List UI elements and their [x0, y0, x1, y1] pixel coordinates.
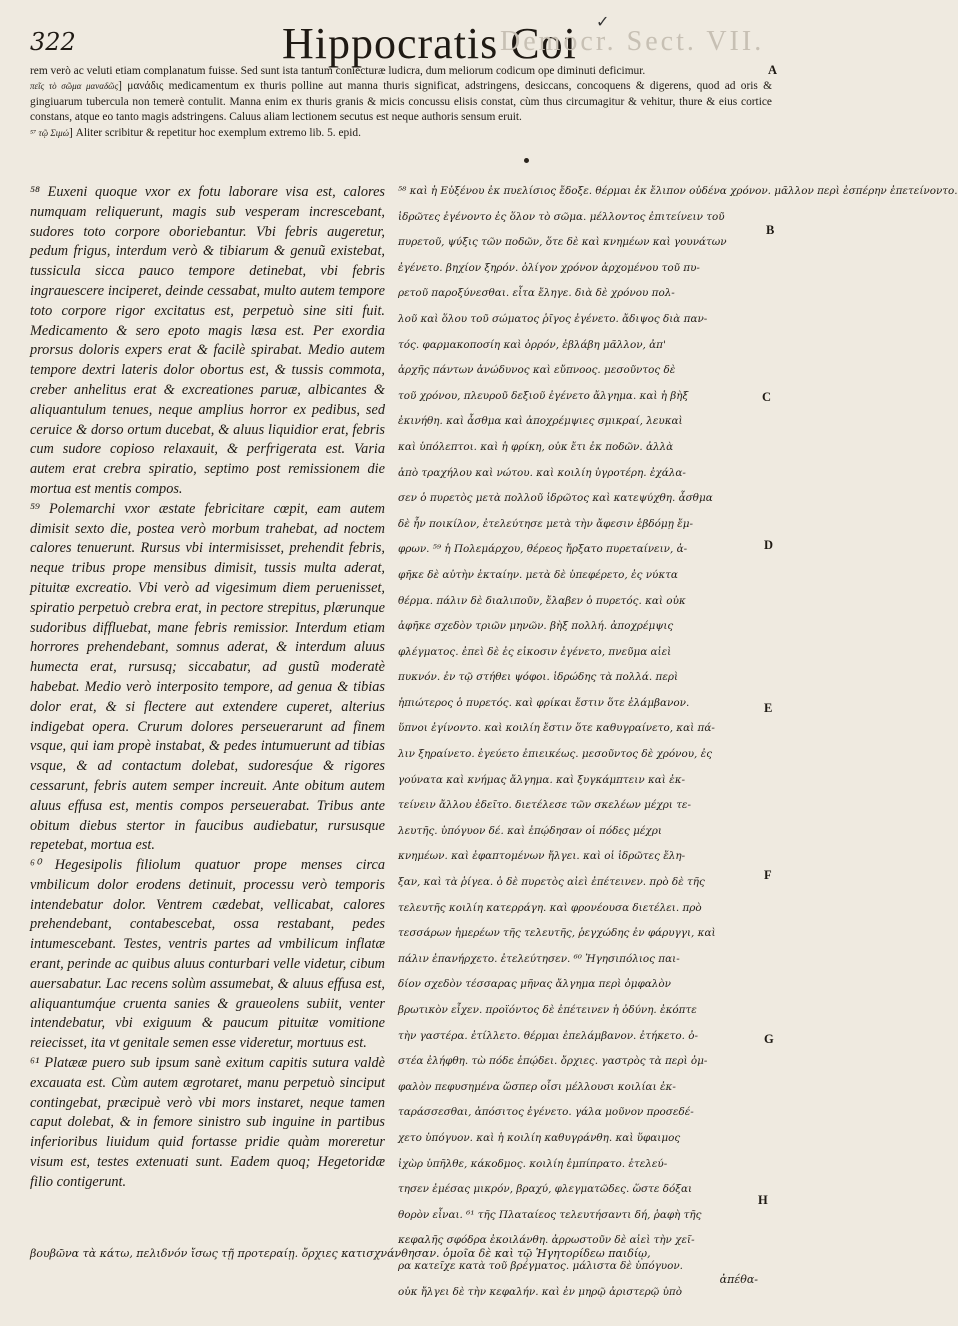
note-text: rem verò ac veluti etiam complanatum fuisse. Sed sunt ista tantum coniecturæ ludicra, dum meliorum codicum ope diminuti deficimur. [30, 65, 646, 77]
note-text: ] Aliter scribitur & repetitur hoc exemplum extremo lib. 5. epid. [68, 126, 361, 139]
page-number: 322 [30, 28, 76, 56]
greek-line: οὐκ ἤλγει δὲ τὴν κεφαλήν. καὶ ἐν μηρῷ ἀριστερῷ ὑπὸ [398, 1285, 682, 1298]
greek-line: θορὸν εἶναι. ⁶¹ τῆς Πλαταίεος τελευτήσαντι δή, ῥαφὴ τῆς [398, 1208, 702, 1221]
margin-letter-f: F [764, 868, 772, 882]
greek-line: ρα κατεῖχε κατὰ τοῦ βρέγματος. μάλιστα δὲ ὑπόγυον. [398, 1259, 683, 1272]
margin-letter-g: G [764, 1032, 774, 1046]
greek-line: λιν ξηραίνετο. ἐγεύετο ἐπιεικέως. μεσοῦντος δὲ χρόνου, ἐς [398, 748, 713, 761]
greek-line: βρωτικὸν εἶχεν. προϊόντος δὲ ἐπέτεινεν ἡ ὀδύνη. ἐκόπτε [398, 1004, 697, 1016]
note-paragraph [30, 126, 772, 141]
bleed-through-text: Democr. Sect. VII. [500, 26, 765, 57]
margin-letter-b: B [766, 223, 775, 237]
note-paragraph [30, 64, 772, 79]
greek-line: ἱδρῶτες ἐγένοντο ἐς ὅλον τὸ σῶμα. μέλλοντος ἐπιτείνειν τοῦ [398, 210, 725, 223]
greek-line: ἀρχῆς πάντων ἀνώδυνος καὶ εὔπνοος. μεσοῦντος δὲ [398, 364, 676, 377]
page-header [30, 12, 780, 68]
greek-line: δὲ ἦν ποικίλον, ἐτελεύτησε μετὰ τὴν ἄφεσιν ἑβδόμῃ ἔμ- [398, 517, 693, 530]
greek-continuation [30, 1241, 772, 1293]
greek-line: κεφαλῆς σφόδρα ἐκοιλάνθη. ἀρρωστοῦν δὲ αἰεὶ τὴν χεῖ- [398, 1234, 695, 1247]
greek-line: πάλιν ἐπανήρχετο. ἐτελεύτησεν. ⁶⁰ Ἡγησιπόλιος παι- [398, 952, 680, 965]
greek-line: χετο ὑπόγυον. καὶ ἡ κοιλίη καθυγράνθη. καὶ ὕφαιμος [398, 1131, 681, 1144]
greek-line: τοῦ χρόνου, πλευροῦ δεξιοῦ ἐγένετο ἄλγημα. καὶ ἡ βὴξ [398, 389, 689, 402]
greek-line: ξαν, καὶ τὰ ῥίγεα. ὁ δὲ πυρετὸς αἰεὶ ἐπέτεινεν. πρὸ δὲ τῆς [398, 876, 705, 889]
margin-letter-h: H [758, 1193, 768, 1207]
margin-letter-a: A [768, 63, 778, 77]
pen-mark: ✓ [596, 12, 610, 31]
greek-line: τείνειν ἄλλου ἐδεῖτο. διετέλεσε τῶν σκελέων μέχρι τε- [398, 799, 692, 812]
greek-line: τὴν γαστέρα. ἐτίλλετο. θέρμαι ἐπελάμβανον. ἐτήκετο. ὀ- [398, 1029, 698, 1042]
note-lemma: πεῖς τὸ σῶμα μαναδῶς [30, 81, 119, 92]
greek-line: ⁵⁸ καὶ ἡ Εὐξένου ἐκ πυελίσιος ἔδοξε. θέρμαι ἐκ ἔλιπον οὐδένα χρόνον. μᾶλλον περὶ ἑσπέρην ἐπετείνοντο. [398, 185, 958, 197]
greek-line: πυρετοῦ, ψύξις τῶν ποδῶν, ὅτε δὲ καὶ κνημέων καὶ γουνάτων [398, 236, 727, 249]
note-lemma: ⁵⁷ τῷ Σιμώ [30, 127, 69, 138]
greek-line: σεν ὁ πυρετὸς μετὰ πολλοῦ ἱδρῶτος καὶ κατεψύχθη. ἆσθμα [398, 492, 713, 505]
greek-line: λοῦ καὶ ὅλου τοῦ σώματος ῥῖγος ἐγένετο. ἄδιψος διὰ παν- [398, 312, 708, 325]
greek-line: θέρμα. πάλιν δὲ διαλιποῦν, ἔλαβεν ὁ πυρετός. καὶ οὐκ [398, 594, 686, 607]
greek-line: φλέγματος. ἐπεὶ δὲ ἐς εἰκοσιν ἐγένετο, πνεῦμα αἰεὶ [398, 645, 672, 658]
greek-line: ἐκινήθη. καὶ ἆσθμα καὶ ἀποχρέμψιες σμικραί, λευκαὶ [398, 415, 683, 428]
margin-letter-c: C [762, 390, 772, 404]
latin-column [30, 183, 385, 1193]
greek-line: φῆκε δὲ αὐτὴν ἑκταίην. μετὰ δὲ ὑπεφέρετο, ἐς νύκτα [398, 568, 678, 581]
margin-letter-d: D [764, 538, 774, 552]
greek-line: τελευτῆς κοιλίη κατερράγη. καὶ φρονέουσα διετέλει. πρὸ [398, 901, 702, 914]
note-text: ] μανάδις medicamentum ex thuris polline aut manna thuris significat, adstringens, desiccans, concoquens & digerens, quod ad oris & gingiuarum tubercula non temerè contulit. Manna enim ex thuris granis & micis concussu elisis constat, cùm thus circumagitur & vehitur, thure & eius cortice constans, atque eo tanto magis adstringens. Caluus aliam lectionem secutus est neque authoris sensum eruit. [30, 80, 772, 124]
latin-paragraph: ⁶¹ Platææ puero sub ipsum sanè exitum capitis sutura valdè excauata est. Cùm autem ægrotaret, manu perpetuò sinciput contingebat, præcipuè verò vbi mors instaret, neque tamen caput dolebat, & in femore sinistro sub inguine in partibus inferioribus liuidum quid fortasse pridie quàm moreretur visum est, testes extenuati sunt. Eadem quoq; Hegetoridæ filio contigerunt. [30, 1055, 385, 1190]
greek-line: καὶ ὑπόλεπτοι. καὶ ἡ φρίκη, οὐκ ἔτι ἐκ ποδῶν. ἀλλὰ [398, 440, 674, 453]
greek-line: γούνατα καὶ κνήμας ἄλγημα. καὶ ξυγκάμπτειν καὶ ἐκ- [398, 773, 686, 786]
greek-line: λευτῆς. ὑπόγυον δέ. καὶ ἐπῴδησαν οἱ πόδες μέχρι [398, 824, 662, 837]
greek-line: ταράσσεσθαι, ἀπόσιτος ἐγένετο. γάλα μοῦνον προσεδέ- [398, 1106, 694, 1119]
greek-line: δίον σχεδὸν τέσσαρας μῆνας ἄλγημα περὶ ὀμφαλὸν [398, 978, 671, 991]
ink-dot [524, 158, 529, 163]
greek-line: φαλὸν πεφυσημένα ὥσπερ οἷσι μέλλουσι κοιλίαι ἐκ- [398, 1080, 676, 1093]
greek-line: φρων. ⁵⁹ ἡ Πολεμάρχου, θέρεος ἤρξατο πυρεταίνειν, ἀ- [398, 543, 688, 556]
greek-line: τησεν ἐμέσας μικρόν, βραχύ, φλεγματῶδες. ὥστε δόξαι [398, 1183, 693, 1196]
greek-line: κνημέων. καὶ ἐφαπτομένων ἤλγει. καὶ οἱ ἱδρῶτες ἔλη- [398, 850, 686, 863]
greek-line: ἀπὸ τραχήλου καὶ νώτου. καὶ κοιλίη ὑγροτέρη. ἐχάλα- [398, 466, 686, 479]
greek-line: βουβῶνα τὰ κάτω, πελιδνόν ἴσως τῇ προτεραίῃ. ὄρχιες κατισχνάνθησαν. ὁμοῖα δὲ καὶ τῷ Ἡγητορίδεω παιδίῳ, [30, 1247, 651, 1260]
greek-line: τός. φαρμακοποσίη καὶ ὀρρόν, ἐβλάβη μᾶλλον, ἀπ' [398, 338, 666, 351]
margin-letter-e: E [764, 701, 773, 715]
greek-line: στέα ἐλήφθη. τὼ πόδε ἐπῴδει. ὄρχιες. γαστρὸς τὰ περὶ ὀμ- [398, 1055, 708, 1068]
greek-line: τεσσάρων ἡμερέων τῆς τελευτῆς, ῥεγχώδης ἐν φάρυγγι, καὶ [398, 927, 716, 940]
greek-line: ρετοῦ παροξύνεσθαι. εἶτα ἔληγε. διὰ δὲ χρόνου πολ- [398, 287, 675, 300]
catchword: ἀπέθα- [719, 1273, 758, 1286]
greek-line: ὕπνοι ἐγίνοντο. καὶ κοιλίη ἔστιν ὅτε καθυγραίνετο, καὶ πά- [398, 722, 715, 735]
greek-column [398, 179, 958, 1305]
latin-paragraph: ⁶⁰ Hegesipolis filiolum quatuor prope menses circa vmbilicum dolor erodens detinuit, processu verò temporis intendebatur dolor. Ventrem cædebat, vellicabat, calores prehendebant, contabescebat, ossa restabant, pedes intumescebant. Testes, ventris partes ad vmbilicum inflatæ erant, perinde ac quibus aluus conturbari velle videtur, cibum auersabatur. Lac recens solùm assumebat, & aluus effusa est, aliquantumq́ue cruenta sanies & graueolens subiit, venter intendebatur, vbi exiguum & paucum pituitæ vomitione reiecisset, ita vt genitale semen esse videretur, mortuus est. [30, 857, 385, 1052]
greek-line: ἠπιώτερος ὁ πυρετός. καὶ φρίκαι ἔστιν ὅτε ἐλάμβανον. [398, 696, 690, 709]
greek-line: ἐγένετο. βηχίον ξηρόν. ὀλίγον χρόνον ἀρχομένου τοῦ πυ- [398, 261, 700, 274]
commentary-notes [30, 64, 772, 141]
greek-line: ἀφῆκε σχεδὸν τριῶν μηνῶν. βὴξ πολλή. ἀποχρέμψις [398, 620, 674, 633]
note-paragraph [30, 79, 772, 125]
latin-paragraph: ⁵⁸ Euxeni quoque vxor ex fotu laborare visa est, calores numquam reliquerunt, magis sub vesperam increscebant, sudores toto corpore oboriebantur. Vbi febris augeretur, pedum frigus, interdum verò & tibiarum & genuũ existebat, tussicula sicca pauco tempore detinebat, vbi febris ingrauescere inciperet, deinde cessabat, multo autem tempore toto corpore rigor excitatus est, perpetuò sine siti fuit. Medicamento & sero epoto magis læsa est. Per exordia prorsus doloris expers erat & facilè spirabat. Medio autem tempore dextri lateris dolor obortus est, & tussis commota, creber anhelitus erat & excreationes paruæ, albicantes & aliquantulum tenues, neque amplius horror ex pedibus, sed ceruice & dorso ortum ducebat, & aluus liquidior erat, febris cum sudore copioso relaxauit, & perfrigerata est. Varia autem erat crebra spiratio, septimo post remissionem die mortua est mentis compos. [30, 184, 385, 497]
latin-paragraph: ⁵⁹ Polemarchi vxor æstate febricitare cœpit, eam autem dimisit sexto die, postea verò morbum trahebat, ad noctem calores tenuerunt. Rursus vbi intermisisset, prehendit febris, neque tribus prope mensibus dimisit, tussis multa aderat, pituitæ excreatio. Vbi verò ad vigesimum diem peruenisset, spiratio perpetuò crebra erat, in pectore strepitus, plærunque sudoribus diffluebat, mane febris remissior. Interdum etiam horrores prehendebant, somnus aderat, & interdum aluus humecta erat, rursusq; siccabatur, ad gustũ moderatè habebat. Medio verò interposito tempore, ad genua & tibias dolor erat, & si flectere aut extendere cuperet, alterius indigebat opera. Crurum dolores perseuerarunt ad finem vsque, qui iam propè instabat, & pedes intumuerunt ad tibias vsque, & ad contactum dolebat, sudoresq́ue & rigores cessarunt, febris autem semper increuit. Ante obitum autem aluus effusa est, mentis compos perseuerabat. Tribus ante obitum diebus stertor in faucibus audiebatur, rursusque repetebat, mortua est. [30, 500, 385, 854]
running-title: Hippocratis Coi [282, 19, 577, 68]
greek-line: ἰχὼρ ὑπῆλθε, κάκοδμος. κοιλίη ἐμπίπρατο. ἐτελεύ- [398, 1157, 668, 1170]
greek-line: πυκνόν. ἐν τῷ στήθει ψόφοι. ἱδρώδης τὰ πολλά. περὶ [398, 671, 679, 684]
